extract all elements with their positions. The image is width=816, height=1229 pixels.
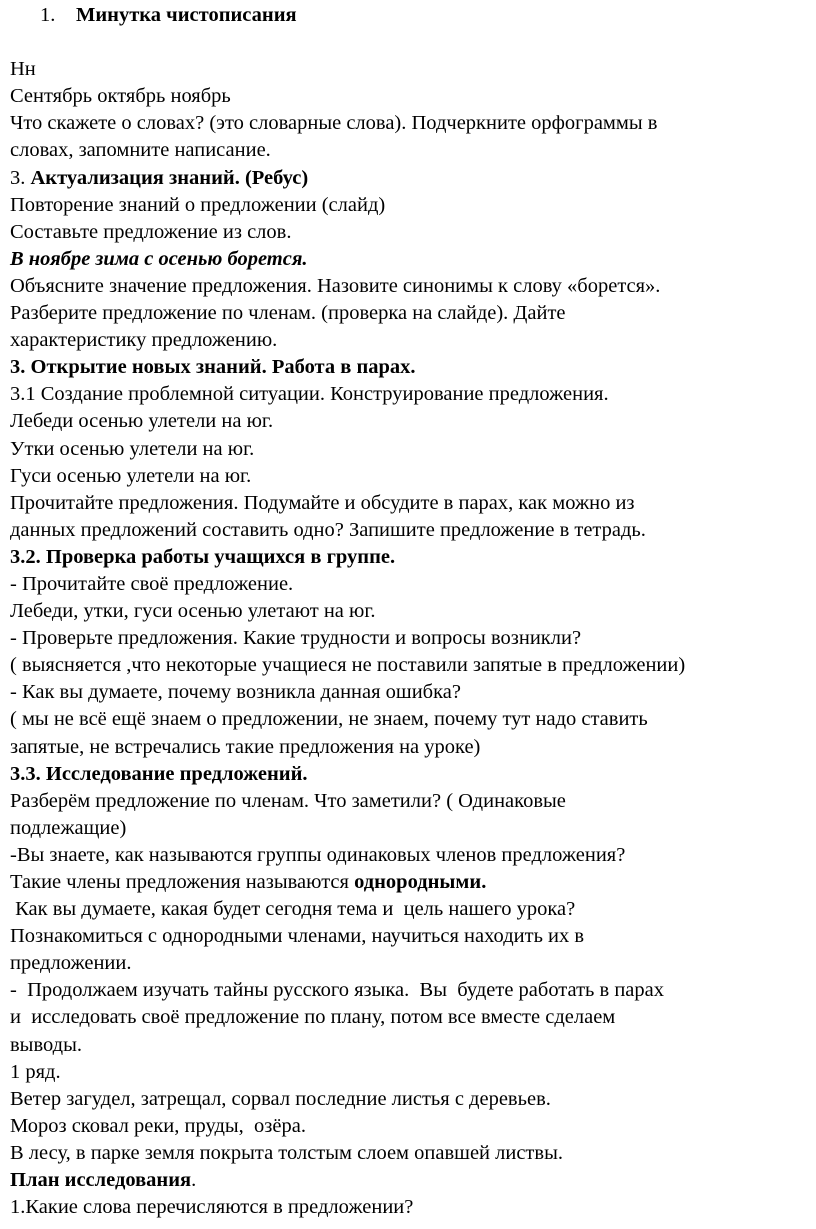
heading-research-plan	[10, 1167, 810, 1194]
plan-period: .	[191, 1169, 197, 1192]
dialog-line: запятые, не встречались такие предложения на уроке)	[10, 735, 481, 758]
paragraph-line: -Вы знаете, как называются группы одинаковых членов предложения?	[10, 843, 626, 866]
section-title: Актуализация знаний. (Ребус)	[30, 166, 309, 189]
paragraph-line: Разберём предложение по членам. Что заметили? ( Одинаковые	[10, 789, 566, 812]
paragraph-words-question-cont: словах, запомните написание.	[10, 139, 271, 162]
section-number: 3.	[10, 166, 31, 189]
list-number: 1.	[10, 1196, 26, 1219]
paragraph-homogeneous	[10, 869, 810, 896]
paragraph-explain: Объясните значение предложения. Назовите синонимы к слову «борется».	[10, 274, 661, 297]
paragraph-read-cont: данных предложений составить одно? Запишите предложение в тетрадь.	[10, 518, 646, 541]
text-bold-term: однородными.	[354, 871, 487, 893]
paragraph-parse-cont: характеристику предложению.	[10, 329, 278, 352]
document-page	[10, 2, 810, 1221]
paragraph-repeat: Повторение знаний о предложении (слайд)	[10, 193, 386, 216]
heading-group-check: 3.2. Проверка работы учащихся в группе.	[10, 545, 396, 568]
paragraph-line: предложении.	[10, 952, 132, 975]
dialog-line: - Прочитайте своё предложение.	[10, 572, 294, 595]
paragraph-line: выводы.	[10, 1033, 82, 1056]
dialog-line: ( мы не всё ещё знаем о предложении, не знаем, почему тут надо ставить	[10, 708, 648, 731]
paragraph-letters: Нн	[10, 58, 36, 81]
text-plain: Такие члены предложения называются	[10, 871, 355, 893]
paragraph-months: Сентябрь октябрь ноябрь	[10, 85, 231, 108]
dialog-line: ( выясняется ,что некоторые учащиеся не поставили запятые в предложении)	[10, 654, 686, 677]
plan-title: План исследования	[10, 1169, 192, 1192]
heading-actualization	[10, 165, 810, 192]
paragraph-compose: Составьте предложение из слов.	[10, 220, 292, 243]
heading-penmanship	[10, 2, 810, 29]
paragraph-line: подлежащие)	[10, 816, 127, 839]
example-geese: Гуси осенью улетели на юг.	[10, 464, 252, 487]
example-line: Мороз сковал реки, пруды, озёра.	[10, 1114, 306, 1137]
paragraph-parse: Разберите предложение по членам. (проверка на слайде). Дайте	[10, 302, 566, 325]
dialog-line: - Как вы думаете, почему возникла данная ошибка?	[10, 681, 461, 704]
paragraph-line: - Продолжаем изучать тайны русского языка. Вы будете работать в парах	[10, 979, 664, 1002]
list-item-text: Какие слова перечисляются в предложении?	[25, 1196, 414, 1219]
blank-line	[10, 29, 810, 56]
example-line: В лесу, в парке земля покрыта толстым слоем опавшей листвы.	[10, 1141, 563, 1164]
heading-new-knowledge: 3. Открытие новых знаний. Работа в парах.	[10, 356, 416, 379]
paragraph-line: Познакомиться с однородными членами, научиться находить их в	[10, 925, 585, 948]
dialog-line: - Проверьте предложения. Какие трудности и вопросы возникли?	[10, 627, 582, 650]
heading-research: 3.3. Исследование предложений.	[10, 762, 308, 785]
paragraph-words-question: Что скажете о словах? (это словарные слова). Подчеркните орфограммы в	[10, 112, 658, 135]
list-number: 1.	[40, 4, 56, 26]
dialog-line: Лебеди, утки, гуси осенью улетают на юг.	[10, 600, 376, 623]
example-swans: Лебеди осенью улетели на юг.	[10, 410, 274, 433]
example-sentence: В ноябре зима с осенью борется.	[10, 247, 308, 270]
heading-title: Минутка чистописания	[76, 4, 297, 26]
example-line: Ветер загудел, затрещал, сорвал последние листья с деревьев.	[10, 1087, 551, 1110]
paragraph-line: Как вы думаете, какая будет сегодня тема и цель нашего урока?	[10, 898, 576, 921]
paragraph-read: Прочитайте предложения. Подумайте и обсудите в парах, как можно из	[10, 491, 635, 514]
paragraph-problem: 3.1 Создание проблемной ситуации. Конструирование предложения.	[10, 383, 609, 406]
paragraph-line: и исследовать своё предложение по плану, потом все вместе сделаем	[10, 1006, 616, 1029]
list-item	[10, 1194, 810, 1221]
example-ducks: Утки осенью улетели на юг.	[10, 437, 255, 460]
row-label: 1 ряд.	[10, 1060, 61, 1083]
